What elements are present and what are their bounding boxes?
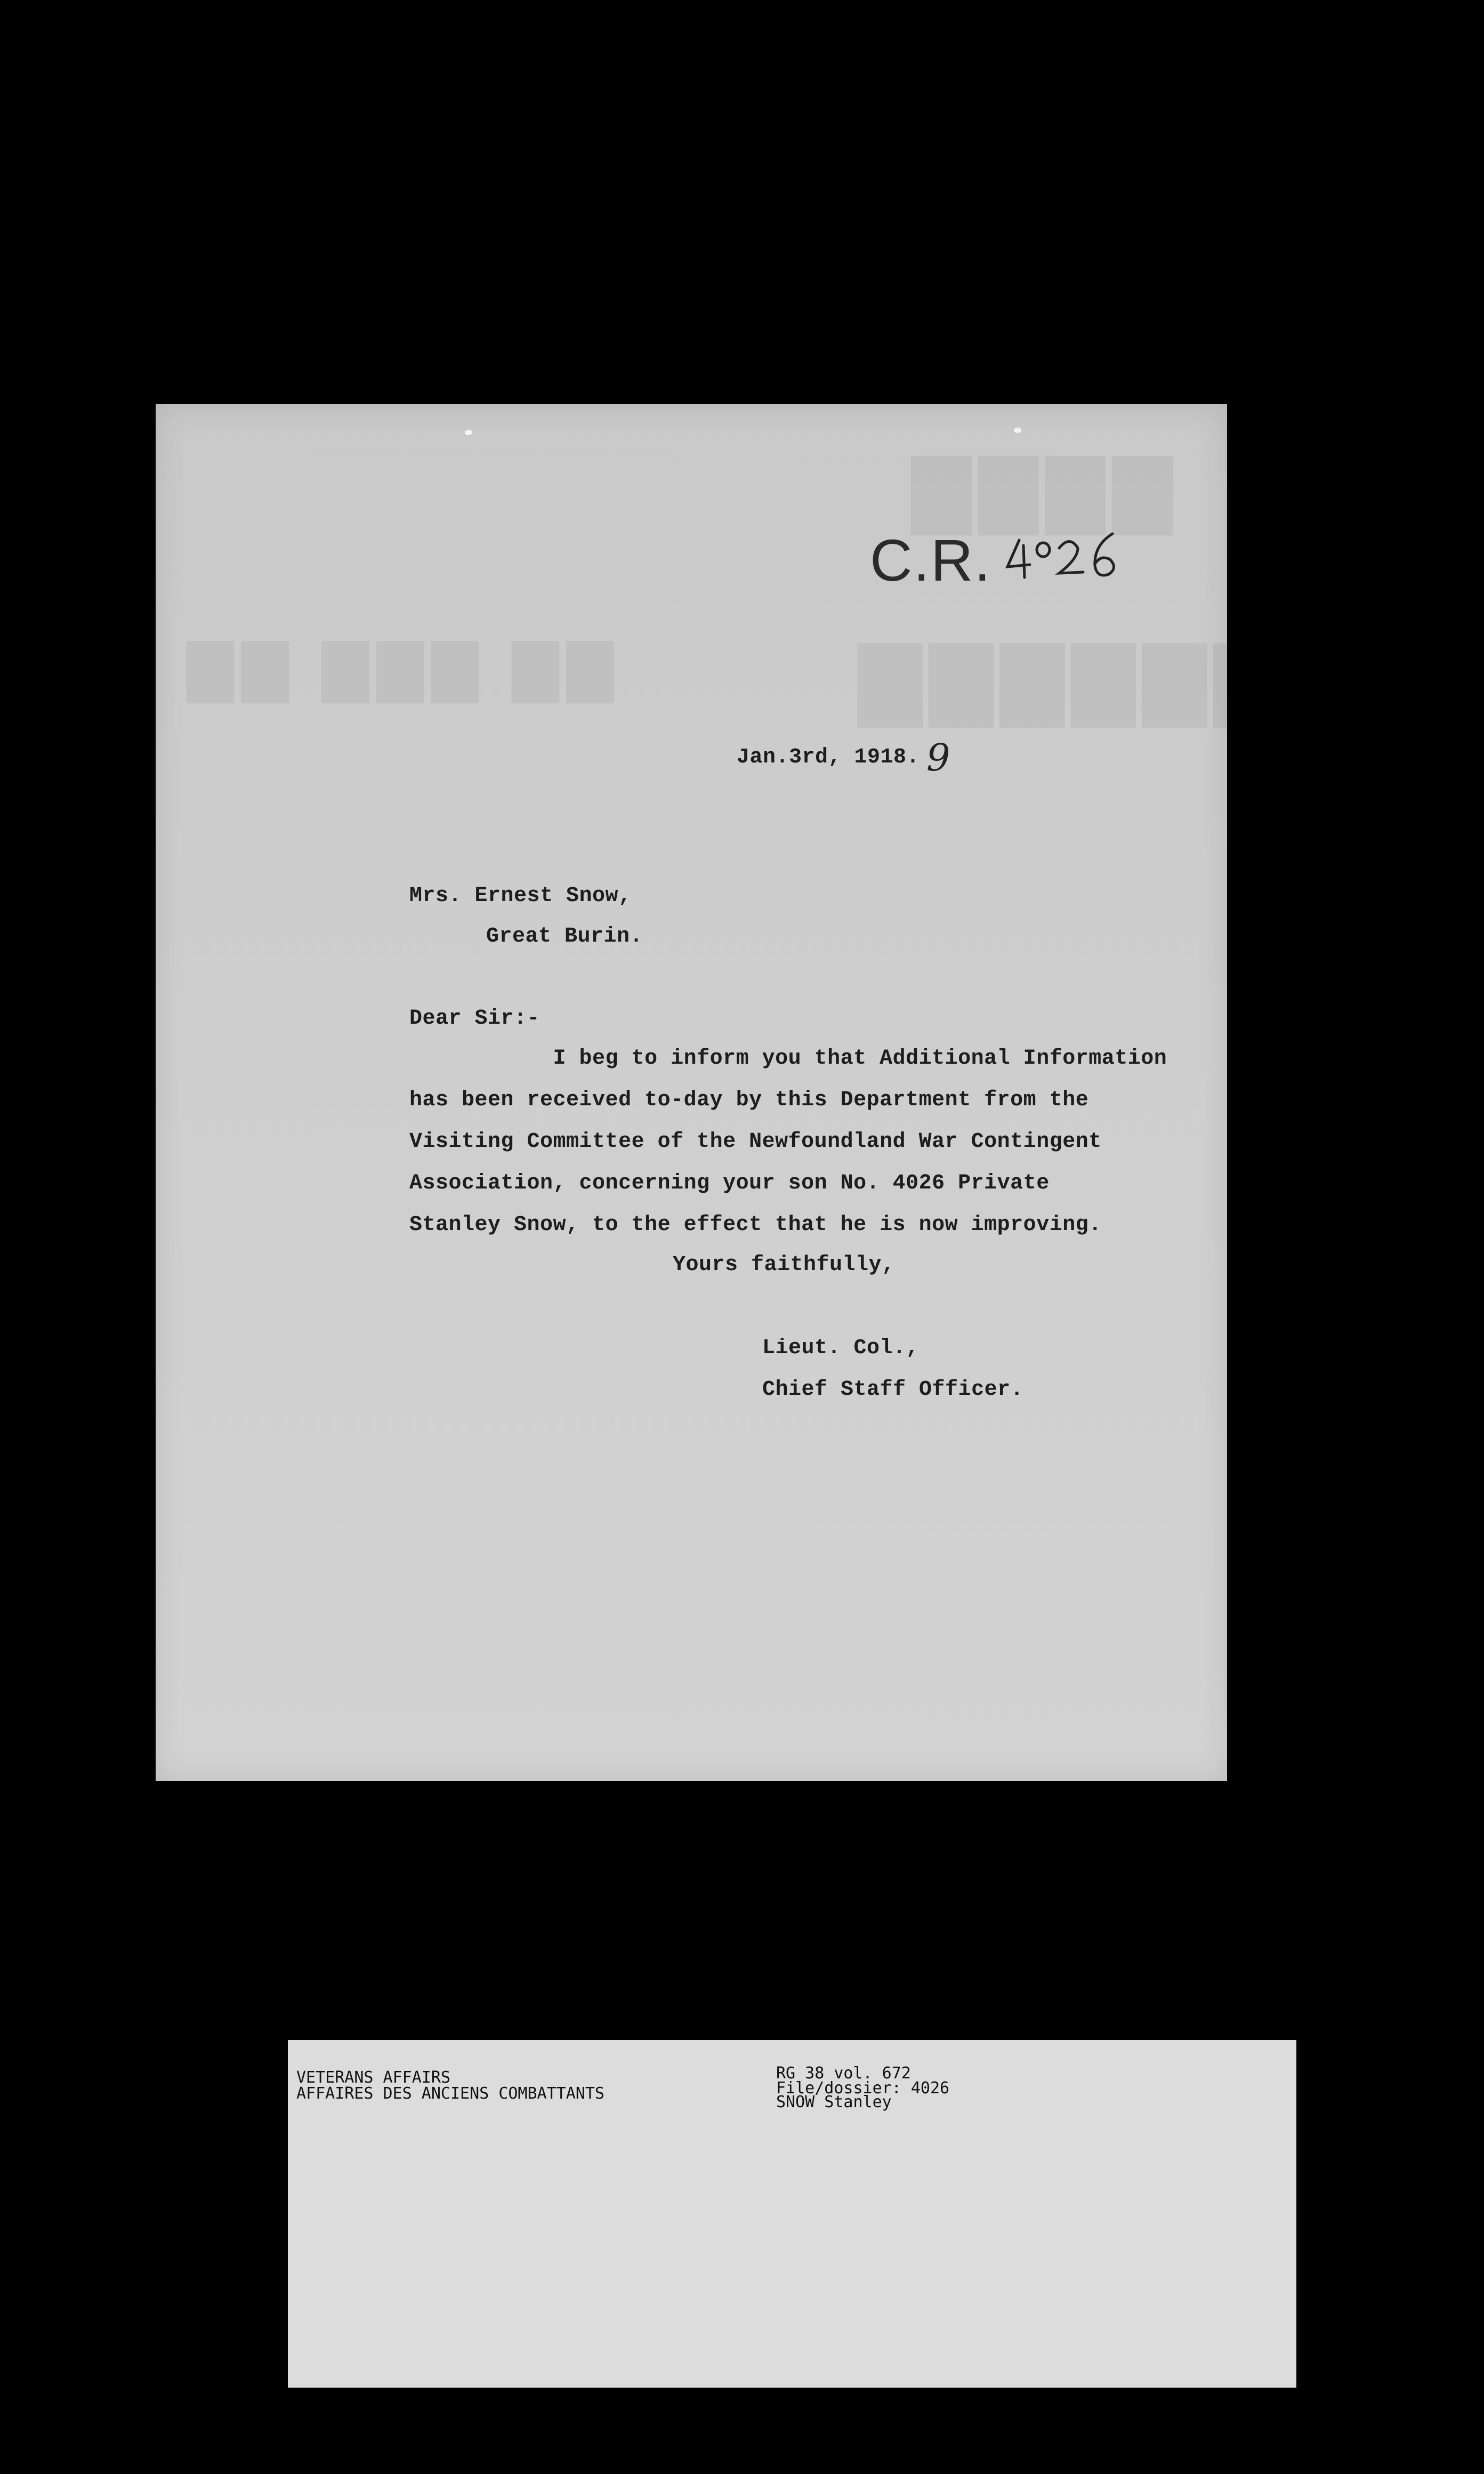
closing: Yours faithfully,: [673, 1253, 895, 1277]
body-line: Stanley Snow, to the effect that he is now improving.: [409, 1213, 1102, 1237]
department-english: VETERANS AFFAIRS: [296, 2068, 450, 2087]
file-number: File/dossier: 4026: [776, 2079, 950, 2098]
addressee-town: Great Burin.: [486, 925, 643, 949]
body-line: Association, concerning your son No. 4026 Private: [409, 1171, 1050, 1195]
bleed-through-mark: ▇▇▇▇: [913, 448, 1181, 532]
body-line: Visiting Committee of the Newfoundland War Contingent: [409, 1130, 1102, 1154]
archive-label-card: [288, 2040, 1296, 2388]
addressee-name: Mrs. Ernest Snow,: [409, 884, 632, 908]
department-french: AFFAIRES DES ANCIENS COMBATTANTS: [296, 2084, 604, 2103]
signature-office: Chief Staff Officer.: [762, 1378, 1024, 1402]
body-line: has been received to-day by this Department from the: [409, 1088, 1089, 1112]
punch-hole-right: [1014, 428, 1021, 433]
letter-date: Jan.3rd, 1918.: [737, 745, 920, 769]
soldier-name: SNOW Stanley: [776, 2093, 892, 2111]
signature-rank: Lieut. Col.,: [762, 1336, 920, 1360]
cr-stamp: C.R.: [870, 528, 991, 593]
date-handwritten-correction: 9: [926, 736, 950, 780]
body-line: I beg to inform you that Additional Information: [409, 1047, 1167, 1071]
punch-hole-left: [465, 430, 472, 435]
record-group: RG 38 vol. 672: [776, 2064, 911, 2083]
letter-page: [156, 404, 1286, 1781]
bleed-through-mark: ▇▇ ▇▇▇ ▇▇: [188, 635, 623, 701]
bleed-through-mark: ▇▇▇▇▇▇: [859, 634, 1286, 724]
salutation: Dear Sir:-: [409, 1007, 541, 1031]
handwritten-file-number: [1003, 529, 1126, 583]
